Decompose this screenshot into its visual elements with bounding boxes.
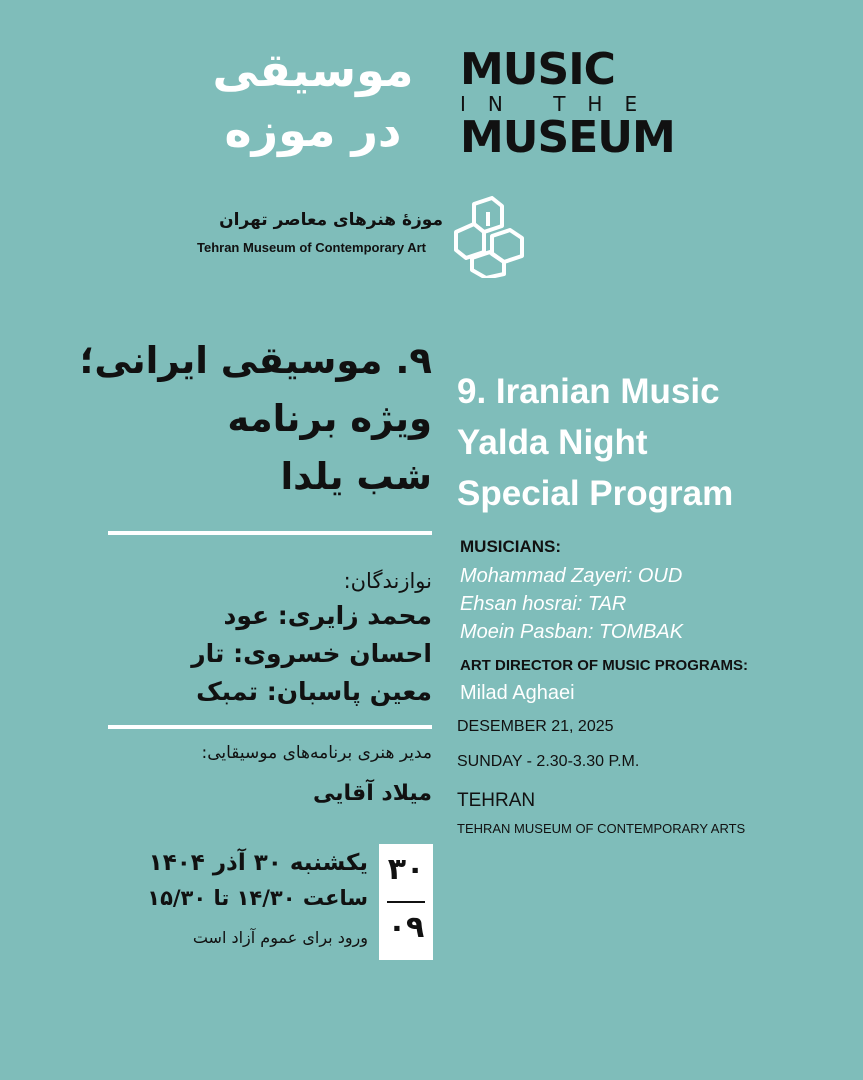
persian-musician-3: معین پاسبان: تمبک	[196, 677, 432, 706]
date-badge-month: ۰۹	[387, 910, 425, 945]
english-program-line2: Yalda Night	[457, 423, 648, 462]
logo-line-museum: MUSEUM	[460, 112, 675, 163]
english-event-city: TEHRAN	[457, 790, 536, 811]
logo-line-in-the: IN THE	[460, 92, 660, 116]
persian-musician-1: محمد زایری: عود	[223, 601, 432, 630]
english-director-heading: ART DIRECTOR OF MUSIC PROGRAMS:	[460, 657, 749, 674]
persian-datetime	[38, 845, 368, 955]
english-musicians-list	[460, 562, 683, 646]
persian-title-line1: موسیقی	[212, 43, 414, 97]
persian-director-section	[72, 738, 432, 814]
museum-name-en: Tehran Museum of Contemporary Art	[197, 240, 426, 255]
english-musicians-heading: MUSICIANS:	[460, 537, 562, 556]
persian-program-line2: ویژه برنامه	[227, 397, 432, 440]
persian-musicians-section	[72, 565, 432, 711]
english-program-title	[457, 366, 733, 519]
english-musician-1: Mohammad Zayeri: OUD	[460, 565, 683, 587]
english-event-venue: TEHRAN MUSEUM OF CONTEMPORARY ARTS	[457, 821, 746, 836]
persian-musicians-heading: نوازندگان:	[343, 569, 432, 593]
english-musician-2: Ehsan hosrai: TAR	[460, 593, 627, 615]
date-badge-separator	[387, 901, 425, 903]
music-in-the-museum-logo	[460, 44, 680, 163]
persian-title	[183, 40, 443, 160]
persian-time-line: ساعت ۱۴/۳۰ تا ۱۵/۳۰	[147, 886, 368, 910]
persian-entry-note: ورود برای عموم آزاد است	[192, 928, 368, 947]
english-event-time: SUNDAY - 2.30-3.30 P.M.	[457, 753, 640, 770]
persian-program-title	[72, 332, 432, 506]
museum-name-fa: موزهٔ هنرهای معاصر تهران	[219, 210, 443, 230]
logo-line-music: MUSIC	[460, 44, 615, 95]
date-badge-day: ۳۰	[387, 852, 425, 887]
persian-title-line2: در موزه	[224, 103, 402, 157]
persian-director-heading: مدیر هنری برنامه‌های موسیقایی:	[201, 743, 432, 763]
divider-bottom	[108, 725, 432, 729]
persian-program-line1: ۹. موسیقی ایرانی؛	[79, 339, 432, 382]
divider-top	[108, 531, 432, 535]
persian-musician-2: احسان خسروی: تار	[191, 639, 432, 668]
english-program-line1: 9. Iranian Music	[457, 372, 720, 411]
english-event-date: DESEMBER 21, 2025	[457, 718, 614, 735]
english-program-line3: Special Program	[457, 474, 734, 513]
date-badge	[379, 844, 433, 960]
museum-logo-icon	[452, 196, 528, 278]
persian-director-name: میلاد آقایی	[313, 781, 432, 806]
english-musician-3: Moein Pasban: TOMBAK	[460, 621, 684, 643]
persian-date-line: یکشنبه ۳۰ آذر ۱۴۰۴	[148, 850, 368, 876]
persian-program-line3: شب یلدا	[280, 455, 432, 498]
english-director-name: Milad Aghaei	[460, 682, 575, 704]
